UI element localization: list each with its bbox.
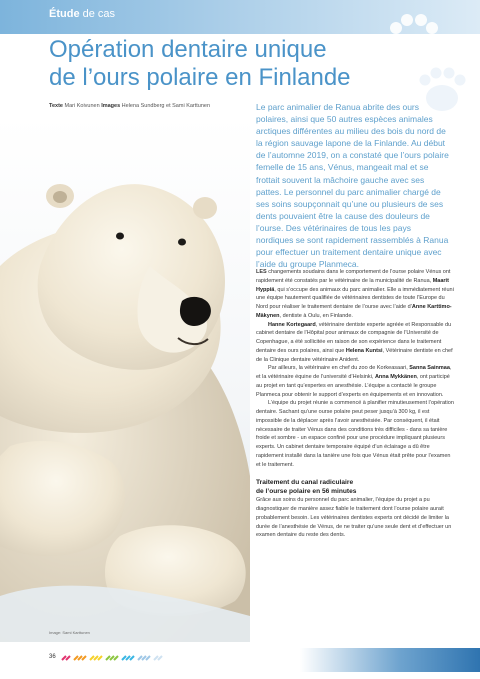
- person-name: Anne Karttimo-Mäkynen: [256, 304, 452, 319]
- credits-images-label: Images: [101, 103, 121, 109]
- footer-stripes-decoration: [60, 655, 200, 661]
- title-line-1: Opération dentaire unique: [49, 36, 327, 63]
- person-name: Hanne Kortegaard: [268, 321, 316, 328]
- person-name: Helena Kuntsi: [345, 347, 383, 354]
- body-text: Par ailleurs, la vétérinaire en chef du zoo de Korkeasaari,: [268, 365, 410, 372]
- body-text: , vétérinaire dentiste experte agréée et Responsable du cabinet dentaire de l’Hôpital pour animaux de compagnie de l’Université de Copenhague, a été sollicitée en raison de son expérience dans le traitement dentaire des ours polaires, ainsi que: [256, 321, 452, 354]
- person-name: Anna Mykkänen: [374, 374, 417, 380]
- body-paragraph: Grâce aux soins du personnel du parc animalier, l’équipe du projet a pu diagnostiquer de manière assez fiable le traitement dont l’ourse polaire aurait probablement besoin. Les vétérinaires dentistes experts ont décidé de limiter la durée de l’anesthésie de Vénus, de ne traiter qu’une seule dent et d’effectuer un examen dentaire du reste des dents.: [256, 497, 452, 539]
- body-text: , dentiste à Oulu, en Finlande.: [279, 312, 353, 319]
- polar-bear-photo: [0, 116, 250, 642]
- body-text: , qui s’occupe des animaux du parc animalier. Elle a immédiatement réuni une équipe hautement qualifiée de vétérinaires dentistes de toute l’Europe du Nord pour réaliser le traitement dentaire de l’ourse avec l’aide d’: [256, 286, 454, 310]
- subheading-line-2: de l’ourse polaire en 56 minutes: [256, 487, 357, 495]
- article-credits: [49, 103, 210, 109]
- body-text: , Vétérinaire dentiste en chef de la Clinique dentaire vétérinaire Anident.: [256, 347, 453, 363]
- credits-images-names: Helena Sundberg et Sami Karttunen: [120, 103, 211, 109]
- body-text: , ont participé au projet en tant qu’expertes en anesthésie. L’équipe a contacté le groupe Planmeca pour obtenir le support d’experts en équipements et en innovation.: [256, 374, 450, 398]
- photo-credit: Image: Sami Karttunen: [49, 630, 90, 635]
- footer-gradient-bar: [300, 648, 480, 672]
- section-tag-bold: Étude: [49, 8, 80, 20]
- lead-paragraph: Le parc animalier de Ranua abrite des ours polaires, ainsi que 50 autres espèces animales arctiques différentes au milieu des bois du nord de la région sauvage lapone de la Finlande. Au début de l’automne 2019, on a constaté que l’ours polaire femelle de 15 ans, Vénus, mangeait mal et se frottait souvent la mâchoire gauche avec ses pattes. Le personnel du parc animalier chargé de ses soins soupçonnait qu’une ou plusieurs de ses dents pouvaient être la cause des douleurs de l’ourse. Des vétérinaires de tous les pays nordiques se sont rapidement rassemblés à Ranua pour effectuer un traitement dentaire unique avec l’aide du groupe Planmeca.: [256, 102, 449, 270]
- drop-cap: LES: [256, 269, 267, 275]
- section-tag-rest: de cas: [79, 8, 116, 20]
- section-tag: [49, 8, 115, 20]
- subheading-line-1: Traitement du canal radiculaire: [256, 479, 354, 487]
- credits-text-label: Texte: [49, 103, 63, 109]
- title-line-2: de l’ours polaire en Finlande: [49, 64, 351, 91]
- body-paragraph: L’équipe du projet réunie a commencé à planifier minutieusement l’opération dentaire. Sachant qu’une ourse polaire peut peser jusqu’à 300 kg, il est impossible de la déplacer après l’avoir anesthésiée. Par conséquent, il était nécessaire de traiter Vénus dans des conditions très difficiles - dans sa tanière froide et sombre - un espace confiné pour une procédure impliquant plusieurs experts. Un cabinet dentaire temporaire équipé d’un éclairage a dû être rapidement installé dans la tanière une fois que Vénus était prête pour l’examen et le traitement.: [256, 400, 454, 468]
- article-body: [256, 268, 456, 540]
- body-text: , et la vétérinaire équine de l’université d’Helsinki,: [256, 365, 452, 380]
- section-subheading: [256, 479, 456, 496]
- body-paragraph: [256, 268, 456, 321]
- credits-text-names: Mari Koivunen: [62, 103, 102, 109]
- person-name: Maarit Hyppiä: [256, 277, 449, 293]
- page-number: 36: [49, 654, 56, 660]
- body-paragraph: [256, 321, 456, 365]
- article-title: [49, 36, 479, 92]
- person-name: Sanna Sainmaa: [409, 365, 450, 372]
- body-paragraph: [256, 364, 456, 399]
- body-text: changements soudains dans le comportement de l’ourse polaire Vénus ont rapidement été constatés par le vétérinaire de la municipalité de Ranua,: [256, 269, 451, 284]
